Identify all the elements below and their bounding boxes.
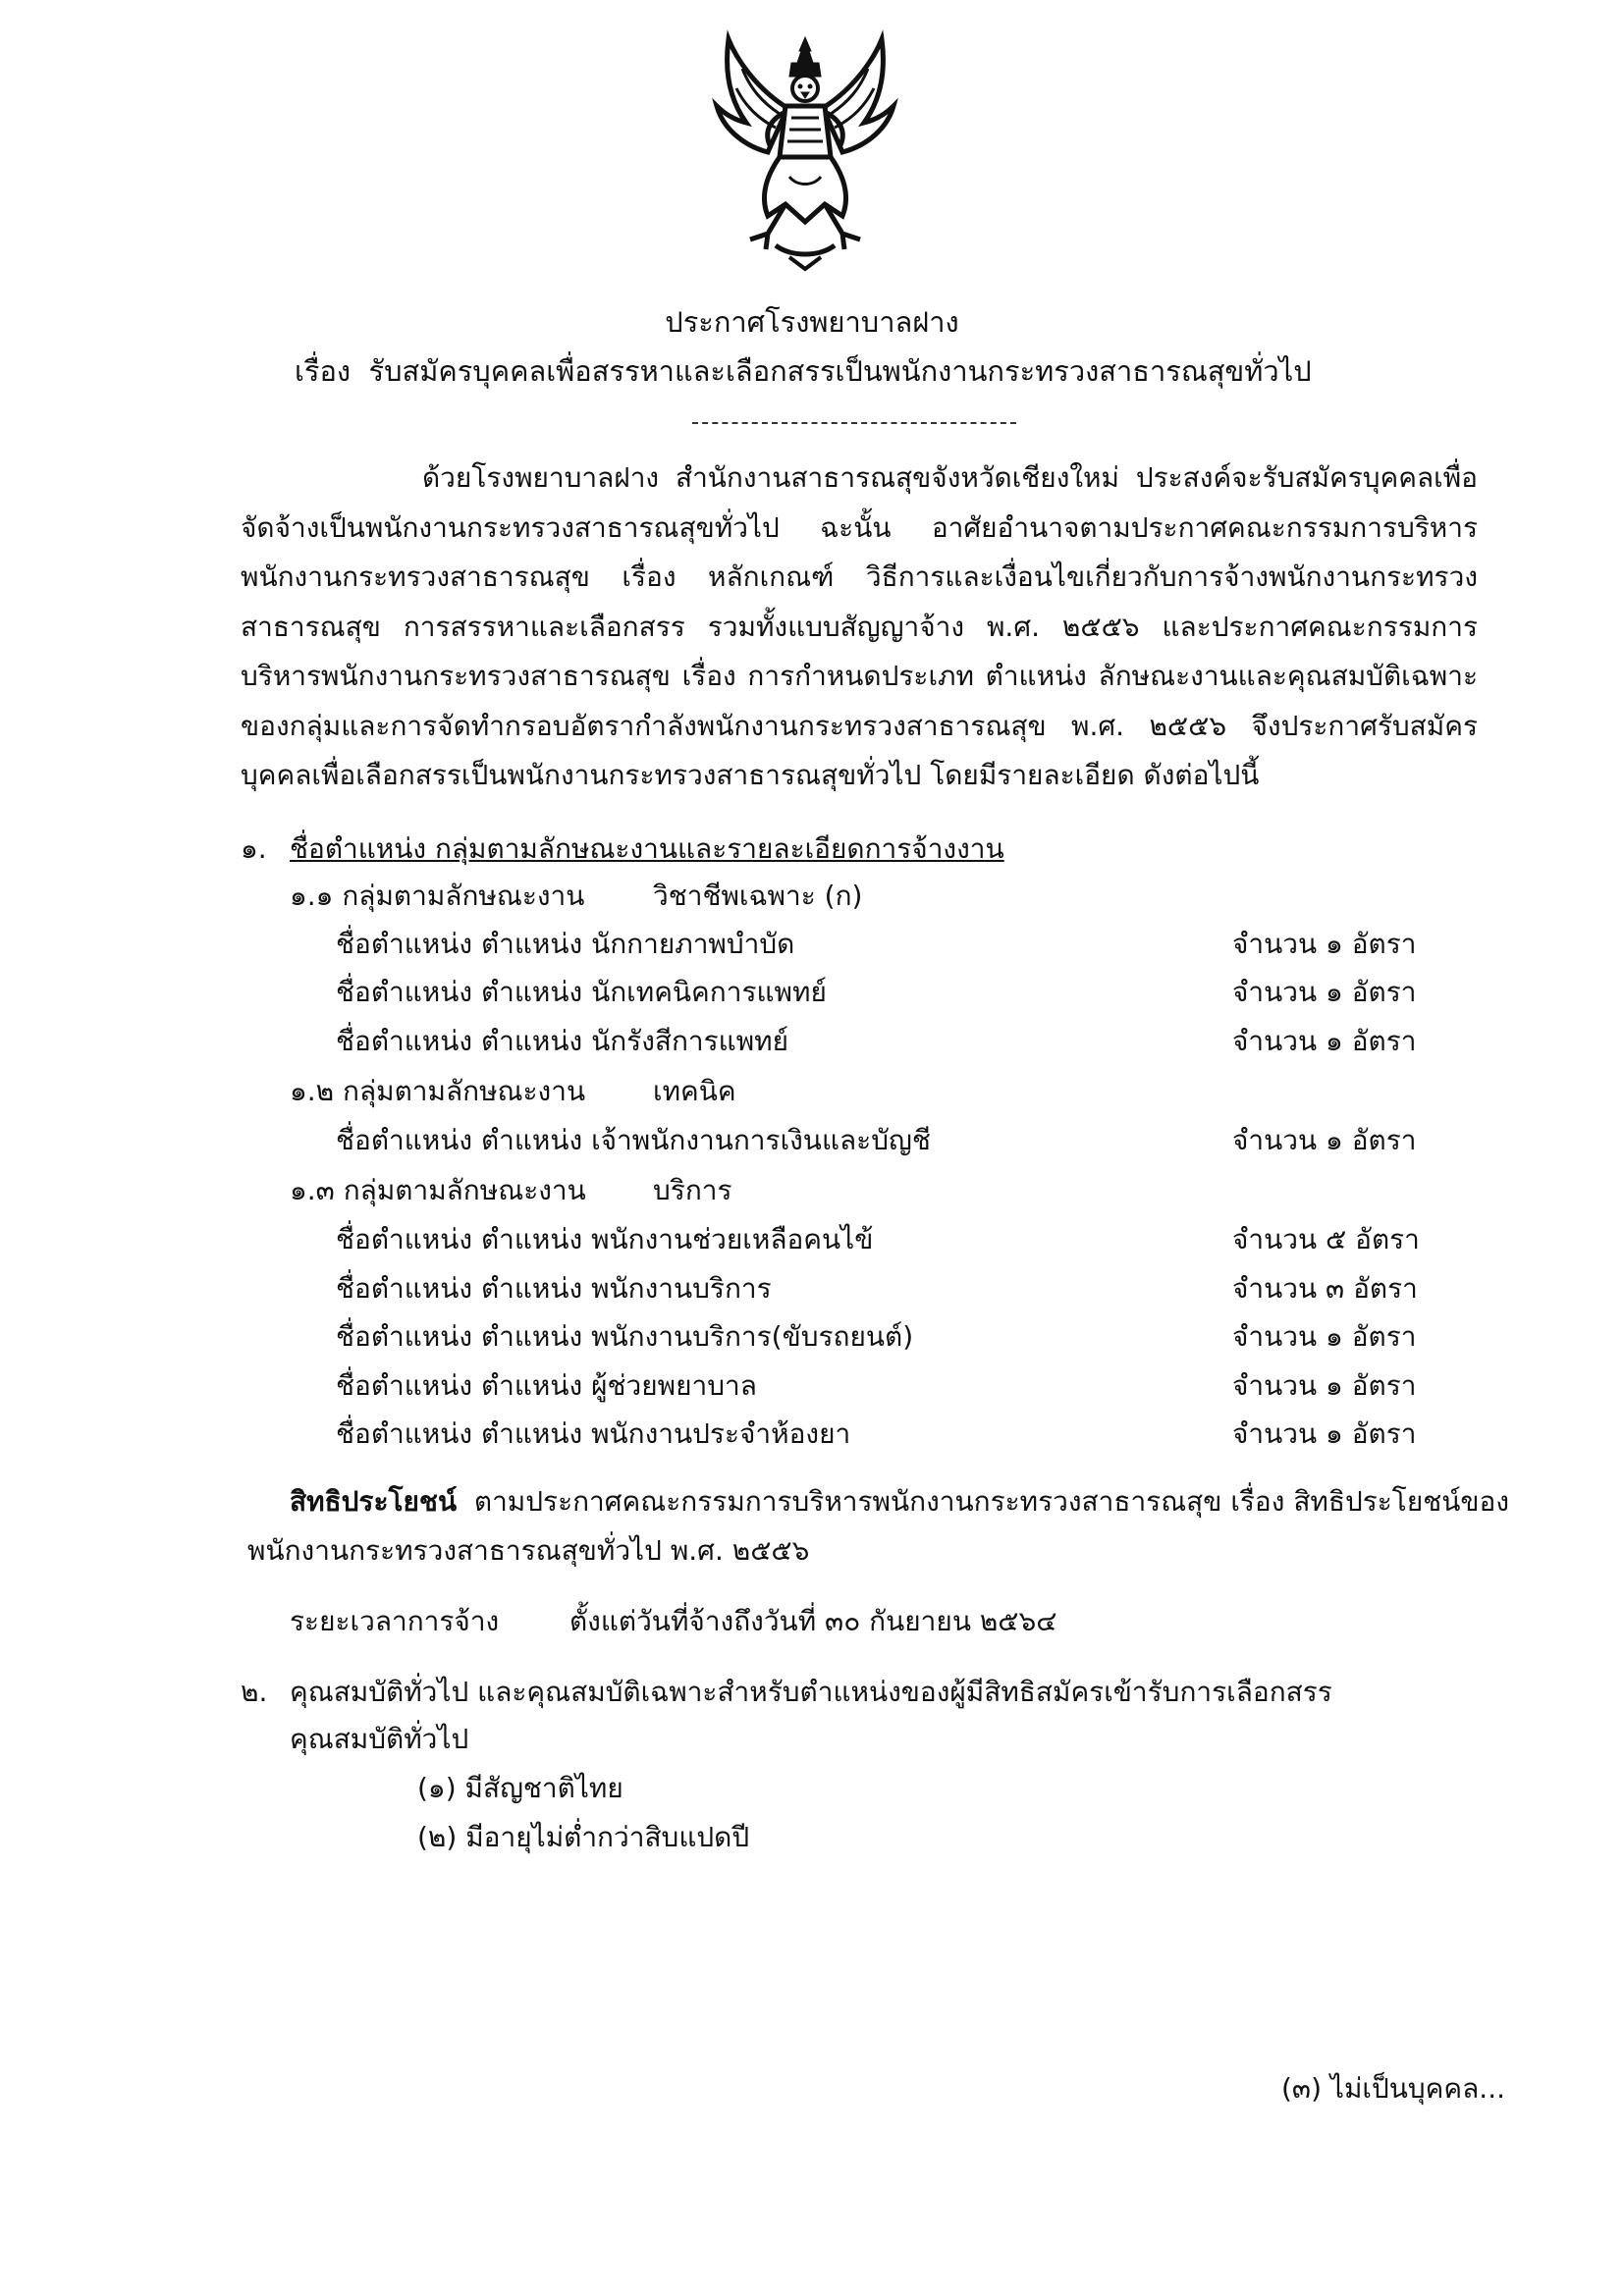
- position-name: ชื่อตำแหน่ง ตำแหน่ง ผู้ช่วยพยาบาล: [336, 1369, 757, 1402]
- benefit-label: สิทธิประโยชน์: [290, 1485, 458, 1518]
- position-name: ชื่อตำแหน่ง ตำแหน่ง เจ้าพนักงานการเงินและบัญชี: [336, 1124, 931, 1156]
- subject-text: รับสมัครบุคคลเพื่อสรรหาและเลือกสรรเป็นพนักงานกระทรวงสาธารณสุขทั่วไป: [368, 354, 1312, 388]
- position-name: ชื่อตำแหน่ง ตำแหน่ง พนักงานบริการ(ขับรถยนต์): [336, 1320, 914, 1353]
- title-divider: [692, 422, 1016, 424]
- qualification-item: (๑) มีสัญชาติไทย: [417, 1772, 623, 1804]
- intro-paragraph: ด้วยโรงพยาบาลฝาง สำนักงานสาธารณสุขจังหวัดเชียงใหม่ ประสงค์จะรับสมัครบุคคลเพื่อจัดจ้างเป็นพนักงานกระทรวงสาธารณสุขทั่วไป ฉะนั้น อาศัยอำนาจตามประกาศคณะกรรมการบริหารพนักงานกระทรวงสาธารณสุข เรื่อง หลักเกณฑ์ วิธีการและเงื่อนไขเกี่ยวกับการจ้างพนักงานกระทรวงสาธารณสุข การสรรหาและเลือกสรร รวมทั้งแบบสัญญาจ้าง พ.ศ. ๒๕๕๖ และประกาศคณะกรรมการบริหารพนักงานกระทรวงสาธารณสุข เรื่อง การกำหนดประเภท ตำแหน่ง ลักษณะงานและคุณสมบัติเฉพาะของกลุ่มและการจัดทำกรอบอัตรากำลังพนักงานกระทรวงสาธารณสุข พ.ศ. ๒๕๕๖ จึงประกาศรับสมัครบุคคลเพื่อเลือกสรรเป็นพนักงานกระทรวงสาธารณสุขทั่วไป โดยมีรายละเอียด ดังต่อไปนี้: [241, 461, 1478, 791]
- subject-label: เรื่อง: [295, 354, 352, 388]
- group-label: ๑.๑ กลุ่มตามลักษณะงาน: [290, 880, 585, 912]
- section-2-subtitle: คุณสมบัติทั่วไป: [290, 1723, 469, 1755]
- position-count: จำนวน ๑ อัตรา: [1232, 1320, 1417, 1353]
- period-label: ระยะเวลาการจ้าง: [290, 1605, 500, 1637]
- position-count: จำนวน ๑ อัตรา: [1232, 1025, 1417, 1057]
- group-type: วิชาชีพเฉพาะ (ก): [653, 880, 863, 912]
- position-name: ชื่อตำแหน่ง ตำแหน่ง นักกายภาพบำบัด: [336, 928, 795, 960]
- position-name: ชื่อตำแหน่ง ตำแหน่ง พนักงานประจำห้องยา: [336, 1417, 851, 1450]
- section-1-title: ชื่อตำแหน่ง กลุ่มตามลักษณะงานและรายละเอียดการจ้างงาน: [290, 832, 1004, 865]
- section-2-number: ๒.: [241, 1676, 268, 1708]
- position-count: จำนวน ๑ อัตรา: [1232, 1417, 1417, 1450]
- section-2-title: คุณสมบัติทั่วไป และคุณสมบัติเฉพาะสำหรับตำแหน่งของผู้มีสิทธิสมัครเข้ารับการเลือกสรร: [290, 1676, 1332, 1708]
- group-label: ๑.๓ กลุ่มตามลักษณะงาน: [290, 1174, 586, 1206]
- period-text: ตั้งแต่วันที่จ้างถึงวันที่ ๓๐ กันยายน ๒๕๖๔: [569, 1605, 1057, 1637]
- benefit-text: ตามประกาศคณะกรรมการบริหารพนักงานกระทรวงสาธารณสุข เรื่อง สิทธิประโยชน์ของ: [473, 1485, 1510, 1518]
- position-count: จำนวน ๑ อัตรา: [1232, 976, 1417, 1008]
- group-type: เทคนิค: [653, 1075, 736, 1107]
- position-count: จำนวน ๑ อัตรา: [1232, 1369, 1417, 1402]
- garuda-emblem-icon: [707, 29, 903, 275]
- group-type: บริการ: [653, 1174, 732, 1206]
- continued-note: (๓) ไม่เป็นบุคคล...: [1281, 2072, 1506, 2105]
- benefit-text-continued: พนักงานกระทรวงสาธารณสุขทั่วไป พ.ศ. ๒๕๕๖: [247, 1534, 810, 1567]
- qualification-item: (๒) มีอายุไม่ต่ำกว่าสิบแปดปี: [417, 1821, 750, 1853]
- section-1-number: ๑.: [241, 832, 267, 865]
- position-name: ชื่อตำแหน่ง ตำแหน่ง นักรังสีการแพทย์: [336, 1025, 789, 1057]
- position-count: จำนวน ๑ อัตรา: [1232, 928, 1417, 960]
- position-name: ชื่อตำแหน่ง ตำแหน่ง พนักงานบริการ: [336, 1272, 772, 1305]
- benefit-line: [290, 1482, 1509, 1522]
- position-count: จำนวน ๓ อัตรา: [1232, 1272, 1418, 1305]
- position-name: ชื่อตำแหน่ง ตำแหน่ง นักเทคนิคการแพทย์: [336, 976, 827, 1008]
- group-label: ๑.๒ กลุ่มตามลักษณะงาน: [290, 1075, 586, 1107]
- document-subject: [295, 351, 1312, 391]
- position-count: จำนวน ๑ อัตรา: [1232, 1124, 1417, 1156]
- document-title: ประกาศโรงพยาบาลฝาง: [665, 305, 959, 339]
- position-name: ชื่อตำแหน่ง ตำแหน่ง พนักงานช่วยเหลือคนไข้: [336, 1223, 874, 1255]
- position-count: จำนวน ๕ อัตรา: [1232, 1223, 1420, 1255]
